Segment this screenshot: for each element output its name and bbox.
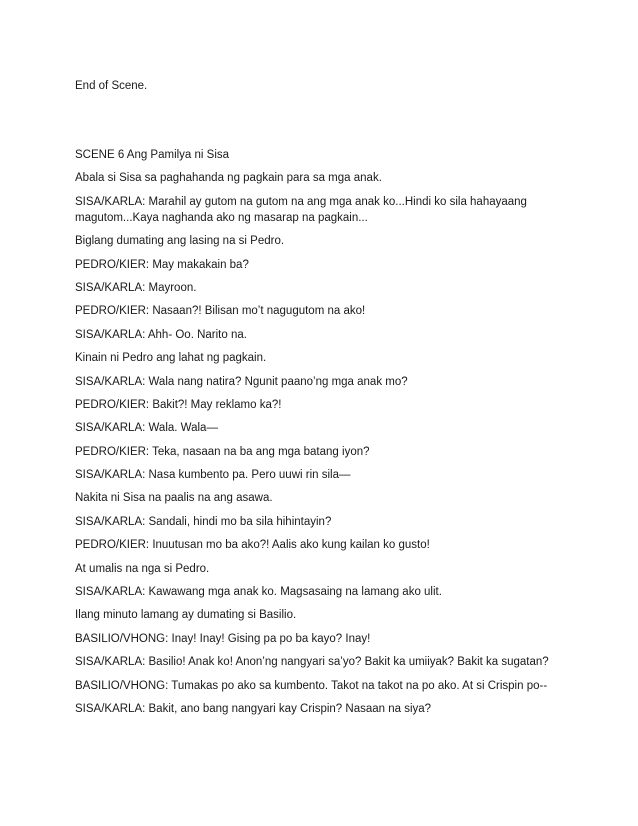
stage-direction: Ilang minuto lamang ay dumating si Basilio. xyxy=(75,609,297,622)
dialogue-line: SISA/KARLA: Bakit, ano bang nangyari kay Crispin? Nasaan na siya? xyxy=(75,702,432,715)
dialogue-line: BASILIO/VHONG: Tumakas po ako sa kumbento. Takot na takot na po ako. At si Crispin po-- xyxy=(75,679,548,692)
dialogue-line: SISA/KARLA: Nasa kumbento pa. Pero uuwi rin sila— xyxy=(75,469,351,482)
stage-direction: Nakita ni Sisa na paalis na ang asawa. xyxy=(75,492,273,505)
dialogue-line: SISA/KARLA: Kawawang mga anak ko. Magsasaing na lamang ako ulit. xyxy=(75,586,442,599)
stage-direction: Kinain ni Pedro ang lahat ng pagkain. xyxy=(75,352,267,365)
dialogue-line: SISA/KARLA: Basilio! Anak ko! Anon’ng nangyari sa’yo? Bakit ka umiiyak? Bakit ka sugatan? xyxy=(75,656,549,669)
dialogue-line: SISA/KARLA: Wala nang natira? Ngunit paano’ng mga anak mo? xyxy=(75,375,408,388)
dialogue-line: PEDRO/KIER: Inuutusan mo ba ako?! Aalis ako kung kailan ko gusto! xyxy=(75,539,430,552)
dialogue-line: SISA/KARLA: Mayroon. xyxy=(75,281,197,294)
dialogue-line: SISA/KARLA: Wala. Wala— xyxy=(75,422,218,435)
end-of-scene-text: End of Scene. xyxy=(75,80,148,92)
stage-direction: Abala si Sisa sa paghahanda ng pagkain para sa mga anak. xyxy=(75,172,382,185)
dialogue-line: SISA/KARLA: Marahil ay gutom na gutom na ang mga anak ko...Hindi ko sila hahayaang magutom...Kaya naghanda ako ng masarap na pagkain... xyxy=(75,195,527,224)
scene-heading: SCENE 6 Ang Pamilya ni Sisa xyxy=(75,149,230,161)
dialogue-line: PEDRO/KIER: Teka, nasaan na ba ang mga batang iyon? xyxy=(75,445,370,458)
stage-direction: At umalis na nga si Pedro. xyxy=(75,562,210,575)
dialogue-line: BASILIO/VHONG: Inay! Inay! Gising pa po ba kayo? Inay! xyxy=(75,632,371,645)
dialogue-line: PEDRO/KIER: Nasaan?! Bilisan mo’t nagugutom na ako! xyxy=(75,305,366,318)
stage-direction: Biglang dumating ang lasing na si Pedro. xyxy=(75,235,285,248)
dialogue-line: SISA/KARLA: Ahh- Oo. Narito na. xyxy=(75,328,247,341)
dialogue-line: SISA/KARLA: Sandali, hindi mo ba sila hihintayin? xyxy=(75,515,332,528)
dialogue-line: PEDRO/KIER: May makakain ba? xyxy=(75,258,249,271)
dialogue-line: PEDRO/KIER: Bakit?! May reklamo ka?! xyxy=(75,398,282,411)
scene-script xyxy=(75,147,570,724)
